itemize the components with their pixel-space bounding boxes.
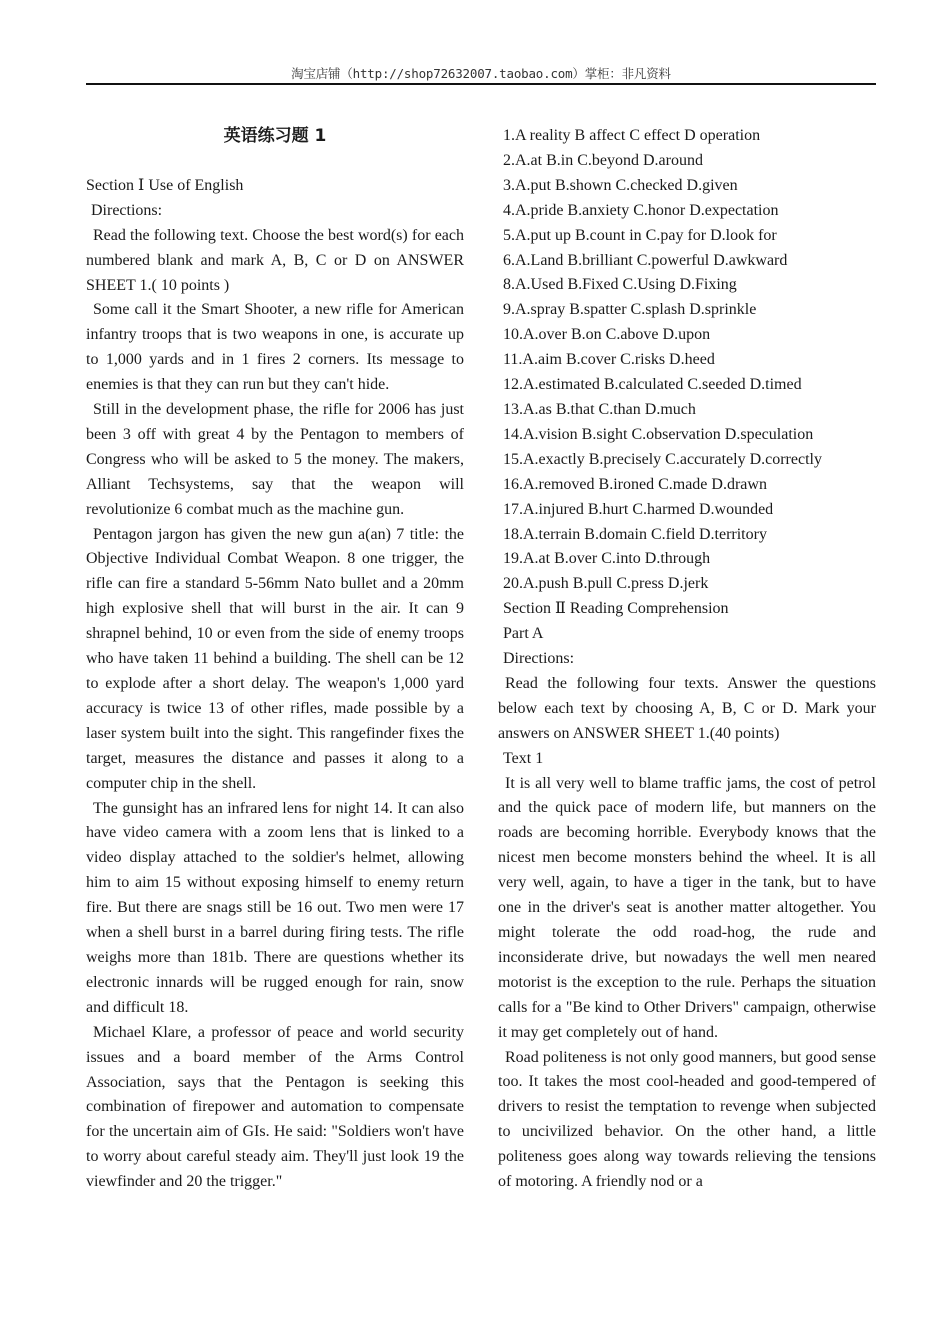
answer-option: 19.A.at B.over C.into D.through bbox=[503, 550, 711, 568]
header-rule bbox=[86, 83, 876, 85]
section-2-directions-text: Read the following four texts. Answer the questions below each text by choosing A, B, C or D. Mark your answers on ANSWER SHEET 1.(40 points) bbox=[498, 674, 876, 742]
section-1-directions-label: Directions: bbox=[91, 201, 163, 219]
passage-paragraph: Still in the development phase, the rifle for 2006 has just been 3 off with great 4 by the Pentagon to members of Congress who will be asked to 5 the money. The makers, Alliant Techsystems, say that the weapon will revolutionize 6 combat much as the machine gun. bbox=[86, 401, 464, 518]
reading-paragraph: It is all very well to blame traffic jams, the cost of petrol and the quick pace of modern life, but manners on the roads are becoming horrible. Everybody knows that the nicest men become monsters behind the wheel. It is all very well, again, to have a tiger in the tank, but to have one in the driver's seat is another matter altogether. You might tolerate the odd road-hog, the rude and inconsiderate drive, but nowadays the well men neared motorist is the exception to the rule. Perhaps the situation calls for a "Be kind to Other Drivers" campaign, otherwise it may get completely out of hand. bbox=[498, 774, 876, 1041]
passage-paragraph: Michael Klare, a professor of peace and world security issues and a board member of the Arms Control Association, says that the Pentagon is seeking this combination of firepower and automation to compensate for the uncertain aim of GIs. He said: "Soldiers won't have to worry about careful steady aim. They'll just look 19 the viewfinder and 20 the trigger." bbox=[86, 1023, 464, 1191]
passage-paragraph: Some call it the Smart Shooter, a new rifle for American infantry troops that is two weapons in one, is accurate up to 1,000 yards and in 1 fires 2 corners. Its message to enemies is that they can run but they can't hide. bbox=[86, 301, 464, 394]
passage-paragraph: Pentagon jargon has given the new gun a(an) 7 title: the Objective Individual Combat Weapon. 8 one trigger, the rifle can fire a standard 5-56mm Nato bullet and a 20mm high explosive shell that will burst in the air. It can 9 shrapnel behind, 10 or even from the side of enemy troops who have taken 11 behind a building. The shell can be 12 to explode after a short delay. The weapon's 1,000 yard accuracy is twice 13 of other rifles, made possible by a laser system built into the sight. This rangefinder fixes the target, measures the distance and passes it along to a computer chip in the shell. bbox=[86, 525, 464, 792]
answer-option: 14.A.vision B.sight C.observation D.speculation bbox=[503, 425, 814, 443]
section-1-directions-text: Read the following text. Choose the best word(s) for each numbered blank and mark A, B, C or D on ANSWER SHEET 1.( 10 points ) bbox=[86, 226, 464, 294]
answer-option: 10.A.over B.on C.above D.upon bbox=[503, 326, 711, 344]
answer-option: 18.A.terrain B.domain C.field D.territory bbox=[503, 525, 767, 543]
answer-option: 2.A.at B.in C.beyond D.around bbox=[503, 151, 703, 169]
answer-option: 11.A.aim B.cover C.risks D.heed bbox=[503, 351, 715, 369]
section-1-heading: Section Ⅰ Use of English bbox=[86, 176, 244, 194]
answer-option: 15.A.exactly B.precisely C.accurately D.correctly bbox=[503, 450, 822, 468]
answer-option: 16.A.removed B.ironed C.made D.drawn bbox=[503, 475, 767, 493]
section-2-heading: Section Ⅱ Reading Comprehension bbox=[503, 600, 729, 618]
section-2-directions-label: Directions: bbox=[503, 650, 575, 668]
right-column bbox=[498, 124, 876, 1195]
page-header: 淘宝店铺（http://shop72632007.taobao.com）掌柜：非凡资料 bbox=[291, 66, 671, 81]
answer-option: 3.A.put B.shown C.checked D.given bbox=[503, 176, 738, 194]
answer-option: 6.A.Land B.brilliant C.powerful D.awkward bbox=[503, 251, 788, 269]
answer-option: 5.A.put up B.count in C.pay for D.look for bbox=[503, 226, 777, 244]
document-title: 英语练习题 1 bbox=[223, 126, 327, 146]
text-1-label: Text 1 bbox=[503, 749, 544, 767]
part-a-label: Part A bbox=[503, 625, 544, 643]
answer-option: 4.A.pride B.anxiety C.honor D.expectation bbox=[503, 201, 779, 219]
passage-paragraph: The gunsight has an infrared lens for night 14. It can also have video camera with a zoom lens that is linked to a video display attached to the soldier's helmet, allowing him to aim 15 without exposing himself to enemy return fire. But there are snags still be 16 out. Two men were 17 when a shell burst in a barrel during firing tests. The rifle weighs more than 181b. There are questions whether its electronic innards will be rugged enough for rain, snow and difficult 18. bbox=[86, 799, 464, 1016]
answer-option: 12.A.estimated B.calculated C.seeded D.timed bbox=[503, 376, 802, 394]
answer-option: 17.A.injured B.hurt C.harmed D.wounded bbox=[503, 500, 774, 518]
reading-paragraph: Road politeness is not only good manners, but good sense too. It takes the most cool-headed and good-tempered of drivers to resist the temptation to revenge when subjected to uncivilized behavior. On the other hand, a little politeness goes along way towards relieving the tensions of motoring. A friendly nod or a bbox=[498, 1048, 876, 1191]
answer-option: 8.A.Used B.Fixed C.Using D.Fixing bbox=[503, 276, 737, 294]
left-column bbox=[86, 124, 464, 1195]
answer-option: 1.A reality B affect C effect D operation bbox=[503, 127, 761, 144]
answer-option: 9.A.spray B.spatter C.splash D.sprinkle bbox=[503, 301, 757, 319]
answer-option: 13.A.as B.that C.than D.much bbox=[503, 400, 696, 418]
answer-options-list bbox=[498, 124, 876, 597]
answer-option: 20.A.push B.pull C.press D.jerk bbox=[503, 575, 709, 593]
